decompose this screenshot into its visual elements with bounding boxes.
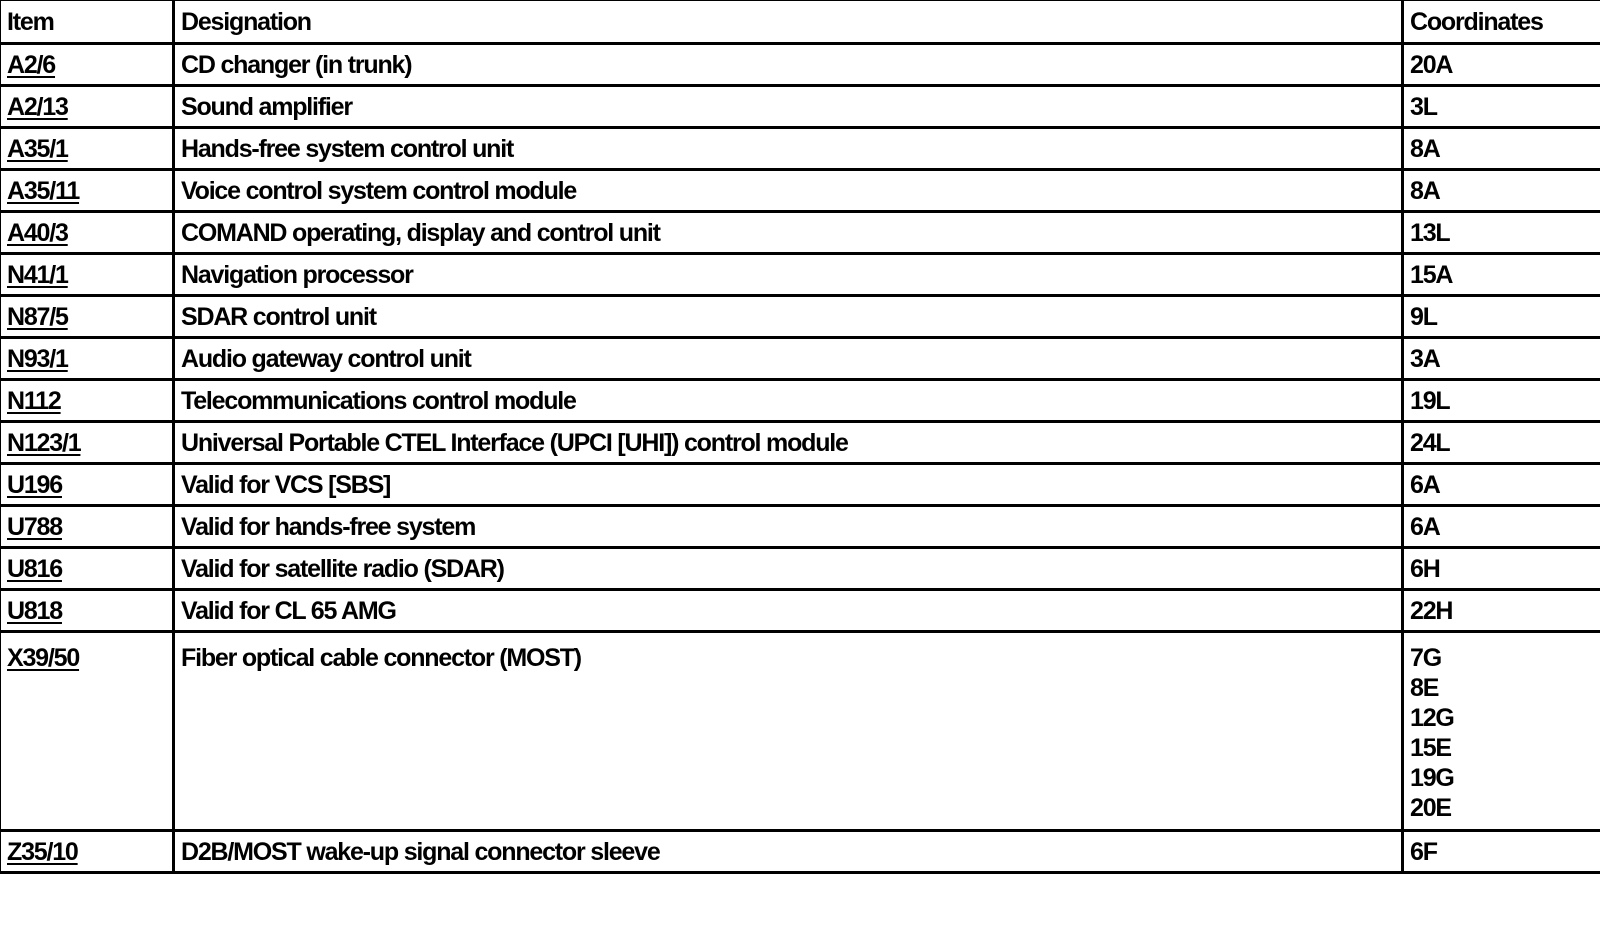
- table-row: [0, 464, 1600, 506]
- table-row: [0, 338, 1600, 380]
- designation-cell: SDAR control unit: [174, 296, 1403, 338]
- coordinate-value: 7G: [1410, 644, 1441, 672]
- designation-cell: D2B/MOST wake-up signal connector sleeve: [174, 831, 1403, 873]
- item-link[interactable]: N41/1: [7, 260, 68, 289]
- designation-cell: Telecommunications control module: [174, 380, 1403, 422]
- table-row: [0, 632, 1600, 831]
- designation-cell: Valid for hands-free system: [174, 506, 1403, 548]
- coordinate-value: 24L: [1410, 428, 1450, 457]
- designation-cell: Audio gateway control unit: [174, 338, 1403, 380]
- table-row: [0, 128, 1600, 170]
- designation-cell: Sound amplifier: [174, 86, 1403, 128]
- designation-cell: Voice control system control module: [174, 170, 1403, 212]
- item-link[interactable]: N112: [7, 386, 61, 415]
- coordinate-value: 19G: [1410, 764, 1454, 792]
- coordinate-value: 6A: [1410, 470, 1440, 499]
- designation-cell: Universal Portable CTEL Interface (UPCI [UHI]) control module: [174, 422, 1403, 464]
- item-cell: [0, 44, 174, 86]
- coordinate-value: 8A: [1410, 176, 1440, 205]
- table-row: [0, 422, 1600, 464]
- coordinates-cell: [1403, 296, 1600, 338]
- coordinate-value: 3L: [1410, 92, 1437, 121]
- item-cell: [0, 464, 174, 506]
- item-cell: [0, 86, 174, 128]
- coordinate-value: 20E: [1410, 794, 1451, 822]
- coordinates-cell: [1403, 128, 1600, 170]
- table-row: [0, 548, 1600, 590]
- coordinate-value: 15E: [1410, 734, 1451, 762]
- item-cell: [0, 212, 174, 254]
- coordinate-value: 12G: [1410, 704, 1454, 732]
- item-cell: [0, 506, 174, 548]
- coordinate-value: 15A: [1410, 260, 1453, 289]
- coordinate-value: 13L: [1410, 218, 1450, 247]
- item-link[interactable]: N87/5: [7, 302, 68, 331]
- coordinates-cell: [1403, 464, 1600, 506]
- item-link[interactable]: A35/11: [7, 176, 80, 205]
- item-cell: [0, 338, 174, 380]
- designation-cell: Navigation processor: [174, 254, 1403, 296]
- coordinates-cell: [1403, 44, 1600, 86]
- header-coordinates: Coordinates: [1403, 0, 1600, 44]
- coordinates-cell: [1403, 632, 1600, 831]
- item-link[interactable]: X39/50: [7, 644, 80, 672]
- header-item: Item: [0, 0, 174, 44]
- item-cell: [0, 296, 174, 338]
- designation-cell: CD changer (in trunk): [174, 44, 1403, 86]
- designation-cell: Valid for VCS [SBS]: [174, 464, 1403, 506]
- coordinates-cell: [1403, 380, 1600, 422]
- coordinate-value: 20A: [1410, 50, 1453, 79]
- coordinates-cell: [1403, 170, 1600, 212]
- table-row: [0, 44, 1600, 86]
- coordinates-cell: [1403, 590, 1600, 632]
- table-row: [0, 254, 1600, 296]
- table-row: [0, 170, 1600, 212]
- designation-cell: COMAND operating, display and control unit: [174, 212, 1403, 254]
- header-row: [0, 0, 1600, 44]
- item-link[interactable]: A40/3: [7, 218, 68, 247]
- item-link[interactable]: A35/1: [7, 134, 68, 163]
- header-designation: Designation: [174, 0, 1403, 44]
- coordinates-cell: [1403, 831, 1600, 873]
- item-link[interactable]: U816: [7, 554, 62, 583]
- designation-cell: Valid for CL 65 AMG: [174, 590, 1403, 632]
- item-link[interactable]: A2/13: [7, 92, 68, 121]
- coordinate-value: 8A: [1410, 134, 1440, 163]
- designation-cell: Fiber optical cable connector (MOST): [174, 632, 1403, 831]
- item-cell: [0, 128, 174, 170]
- item-link[interactable]: U196: [7, 470, 62, 499]
- coordinate-value: 3A: [1410, 344, 1440, 373]
- table-row: [0, 590, 1600, 632]
- item-cell: [0, 254, 174, 296]
- designation-cell: Valid for satellite radio (SDAR): [174, 548, 1403, 590]
- coordinates-cell: [1403, 506, 1600, 548]
- item-link[interactable]: U818: [7, 596, 62, 625]
- coordinates-cell: [1403, 422, 1600, 464]
- table-row: [0, 86, 1600, 128]
- item-link[interactable]: N123/1: [7, 428, 81, 457]
- item-cell: [0, 632, 174, 831]
- item-cell: [0, 590, 174, 632]
- table-row: [0, 296, 1600, 338]
- coordinate-value: 6F: [1410, 837, 1437, 866]
- table-row: [0, 380, 1600, 422]
- coordinate-value: 6A: [1410, 512, 1440, 541]
- coordinates-cell: [1403, 212, 1600, 254]
- item-cell: [0, 548, 174, 590]
- coordinates-cell: [1403, 548, 1600, 590]
- coordinate-value: 8E: [1410, 674, 1439, 702]
- item-link[interactable]: Z35/10: [7, 837, 78, 866]
- coordinate-value: 9L: [1410, 302, 1437, 331]
- item-cell: [0, 380, 174, 422]
- coordinates-cell: [1403, 338, 1600, 380]
- table-row: [0, 831, 1600, 873]
- item-cell: [0, 170, 174, 212]
- item-link[interactable]: U788: [7, 512, 62, 541]
- table-row: [0, 212, 1600, 254]
- item-link[interactable]: A2/6: [7, 50, 56, 79]
- table-row: [0, 506, 1600, 548]
- coordinates-cell: [1403, 254, 1600, 296]
- coordinate-value: 6H: [1410, 554, 1440, 583]
- coordinate-value: 22H: [1410, 596, 1453, 625]
- designation-cell: Hands-free system control unit: [174, 128, 1403, 170]
- item-cell: [0, 831, 174, 873]
- item-link[interactable]: N93/1: [7, 344, 68, 373]
- item-cell: [0, 422, 174, 464]
- coordinate-value: 19L: [1410, 386, 1450, 415]
- coordinates-cell: [1403, 86, 1600, 128]
